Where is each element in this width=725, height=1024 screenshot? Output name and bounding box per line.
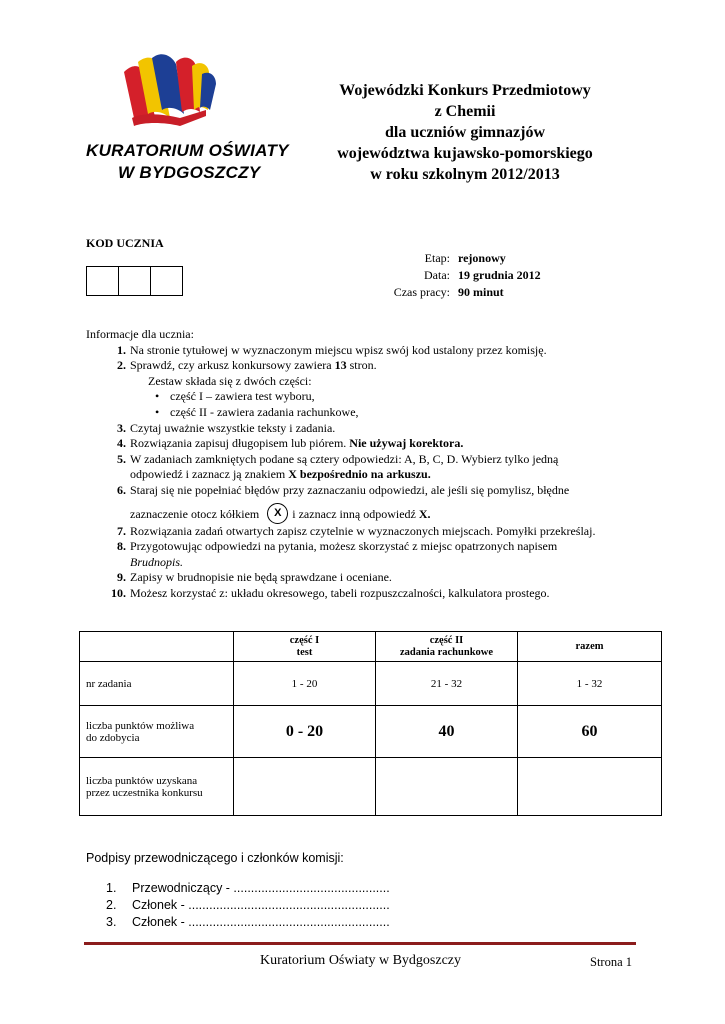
- header-total: razem: [518, 632, 662, 662]
- date-value: 19 grudnia 2012: [458, 268, 541, 282]
- instruction-item: 4. Rozwiązania zapisuj długopisem lub piórem. Nie używaj korektora.: [117, 436, 464, 451]
- date-label: Data:: [424, 268, 450, 282]
- header-part2: część II zadania rachunkowe: [376, 632, 518, 662]
- stage-value: rejonowy: [458, 251, 506, 265]
- title-line3: dla uczniów gimnazjów: [385, 124, 545, 141]
- instruction-item: 9. Zapisy w brudnopisie nie będą sprawdzane i oceniane.: [117, 570, 392, 585]
- signature-line[interactable]: 1. Przewodniczący - .............................................: [106, 881, 390, 895]
- footer-divider: [84, 942, 636, 945]
- score-table-header: [80, 632, 662, 662]
- header-part1: część I test: [234, 632, 376, 662]
- score-input-cell[interactable]: [234, 758, 376, 816]
- signature-line[interactable]: 2. Członek - ..........................................................: [106, 898, 390, 912]
- student-code-box[interactable]: [150, 266, 183, 296]
- title-line2: z Chemii: [434, 103, 496, 120]
- instruction-bullet: • część II - zawiera zadania rachunkowe,: [170, 405, 666, 421]
- signatures-heading: Podpisy przewodniczącego i członków komisji:: [86, 851, 344, 865]
- logo-book-icon: [124, 54, 216, 126]
- student-code-boxes[interactable]: [86, 266, 182, 296]
- stage-label: Etap:: [424, 251, 450, 265]
- circled-x-icon: X: [267, 503, 288, 524]
- table-row: [80, 758, 662, 816]
- exam-details: [370, 250, 541, 301]
- score-table: [79, 631, 662, 816]
- score-input-cell[interactable]: [376, 758, 518, 816]
- student-code-label: KOD UCZNIA: [86, 236, 164, 250]
- table-row: liczba punktów możliwa do zdobycia 0 - 20 40 60: [80, 706, 662, 758]
- instruction-item: 10. Możesz korzystać z: układu okresowego, tabeli rozpuszczalności, kalkulatora prostego.: [111, 585, 550, 600]
- instructions-heading: Informacje dla ucznia:: [86, 327, 194, 341]
- row-label: liczba punktów uzyskana przez uczestnika konkursu: [80, 758, 234, 816]
- time-label: Czas pracy:: [393, 285, 450, 299]
- instruction-item: 7. Rozwiązania zadań otwartych zapisz czytelnie w wyznaczonych miejscach. Pomyłki przekreślaj.: [117, 523, 596, 538]
- instruction-bullet: • część I – zawiera test wyboru,: [170, 389, 666, 405]
- title-line1: Wojewódzki Konkurs Przedmiotowy: [339, 82, 591, 99]
- score-input-cell[interactable]: [518, 758, 662, 816]
- document-title: [300, 80, 630, 185]
- title-line5: w roku szkolnym 2012/2013: [370, 166, 560, 183]
- title-line4: województwa kujawsko-pomorskiego: [337, 145, 593, 162]
- instruction-subtext: Zestaw składa się z dwóch części:: [148, 373, 312, 388]
- instruction-item: 2. Sprawdź, czy arkusz konkursowy zawiera 13 stron.: [117, 358, 377, 373]
- row-label: liczba punktów możliwa do zdobycia: [80, 706, 234, 758]
- instruction-item: 3. Czytaj uważnie wszystkie teksty i zadania.: [117, 420, 336, 435]
- page-number: Strona 1: [590, 955, 633, 969]
- footer-organization: Kuratorium Oświaty w Bydgoszczy: [260, 953, 462, 968]
- instruction-item: 6. Staraj się nie popełniać błędów przy zaznaczaniu odpowiedzi, ale jeśli się pomylisz, błędne zaznaczenie otocz kółkiem X i zaznacz inną odpowiedź X.: [86, 483, 666, 524]
- logo-text-line2: W BYDGOSZCZY: [118, 163, 261, 182]
- table-row: nr zadania 1 - 20 21 - 32 1 - 32: [80, 662, 662, 706]
- time-value: 90 minut: [458, 285, 504, 299]
- student-instructions: [86, 327, 666, 602]
- signatures-list: [86, 880, 390, 931]
- student-code-box[interactable]: [118, 266, 151, 296]
- student-code-box[interactable]: [86, 266, 119, 296]
- instruction-item: 1. Na stronie tytułowej w wyznaczonym miejscu wpisz swój kod ustalony przez komisję.: [117, 342, 547, 357]
- logo-text-line1: KURATORIUM OŚWIATY: [86, 141, 289, 160]
- instruction-item: 5. W zadaniach zamkniętych podane są cztery odpowiedzi: A, B, C, D. Wybierz tylko jedną odpowiedź i zaznacz ją znakiem X bezpośrednio na arkuszu.: [117, 451, 559, 482]
- instruction-item: 8. Przygotowując odpowiedzi na pytania, możesz skorzystać z miejsc opatrzonych napisem Brudnopis.: [117, 539, 558, 569]
- signature-line[interactable]: 3. Członek - ..........................................................: [106, 915, 390, 929]
- row-label: nr zadania: [80, 662, 234, 706]
